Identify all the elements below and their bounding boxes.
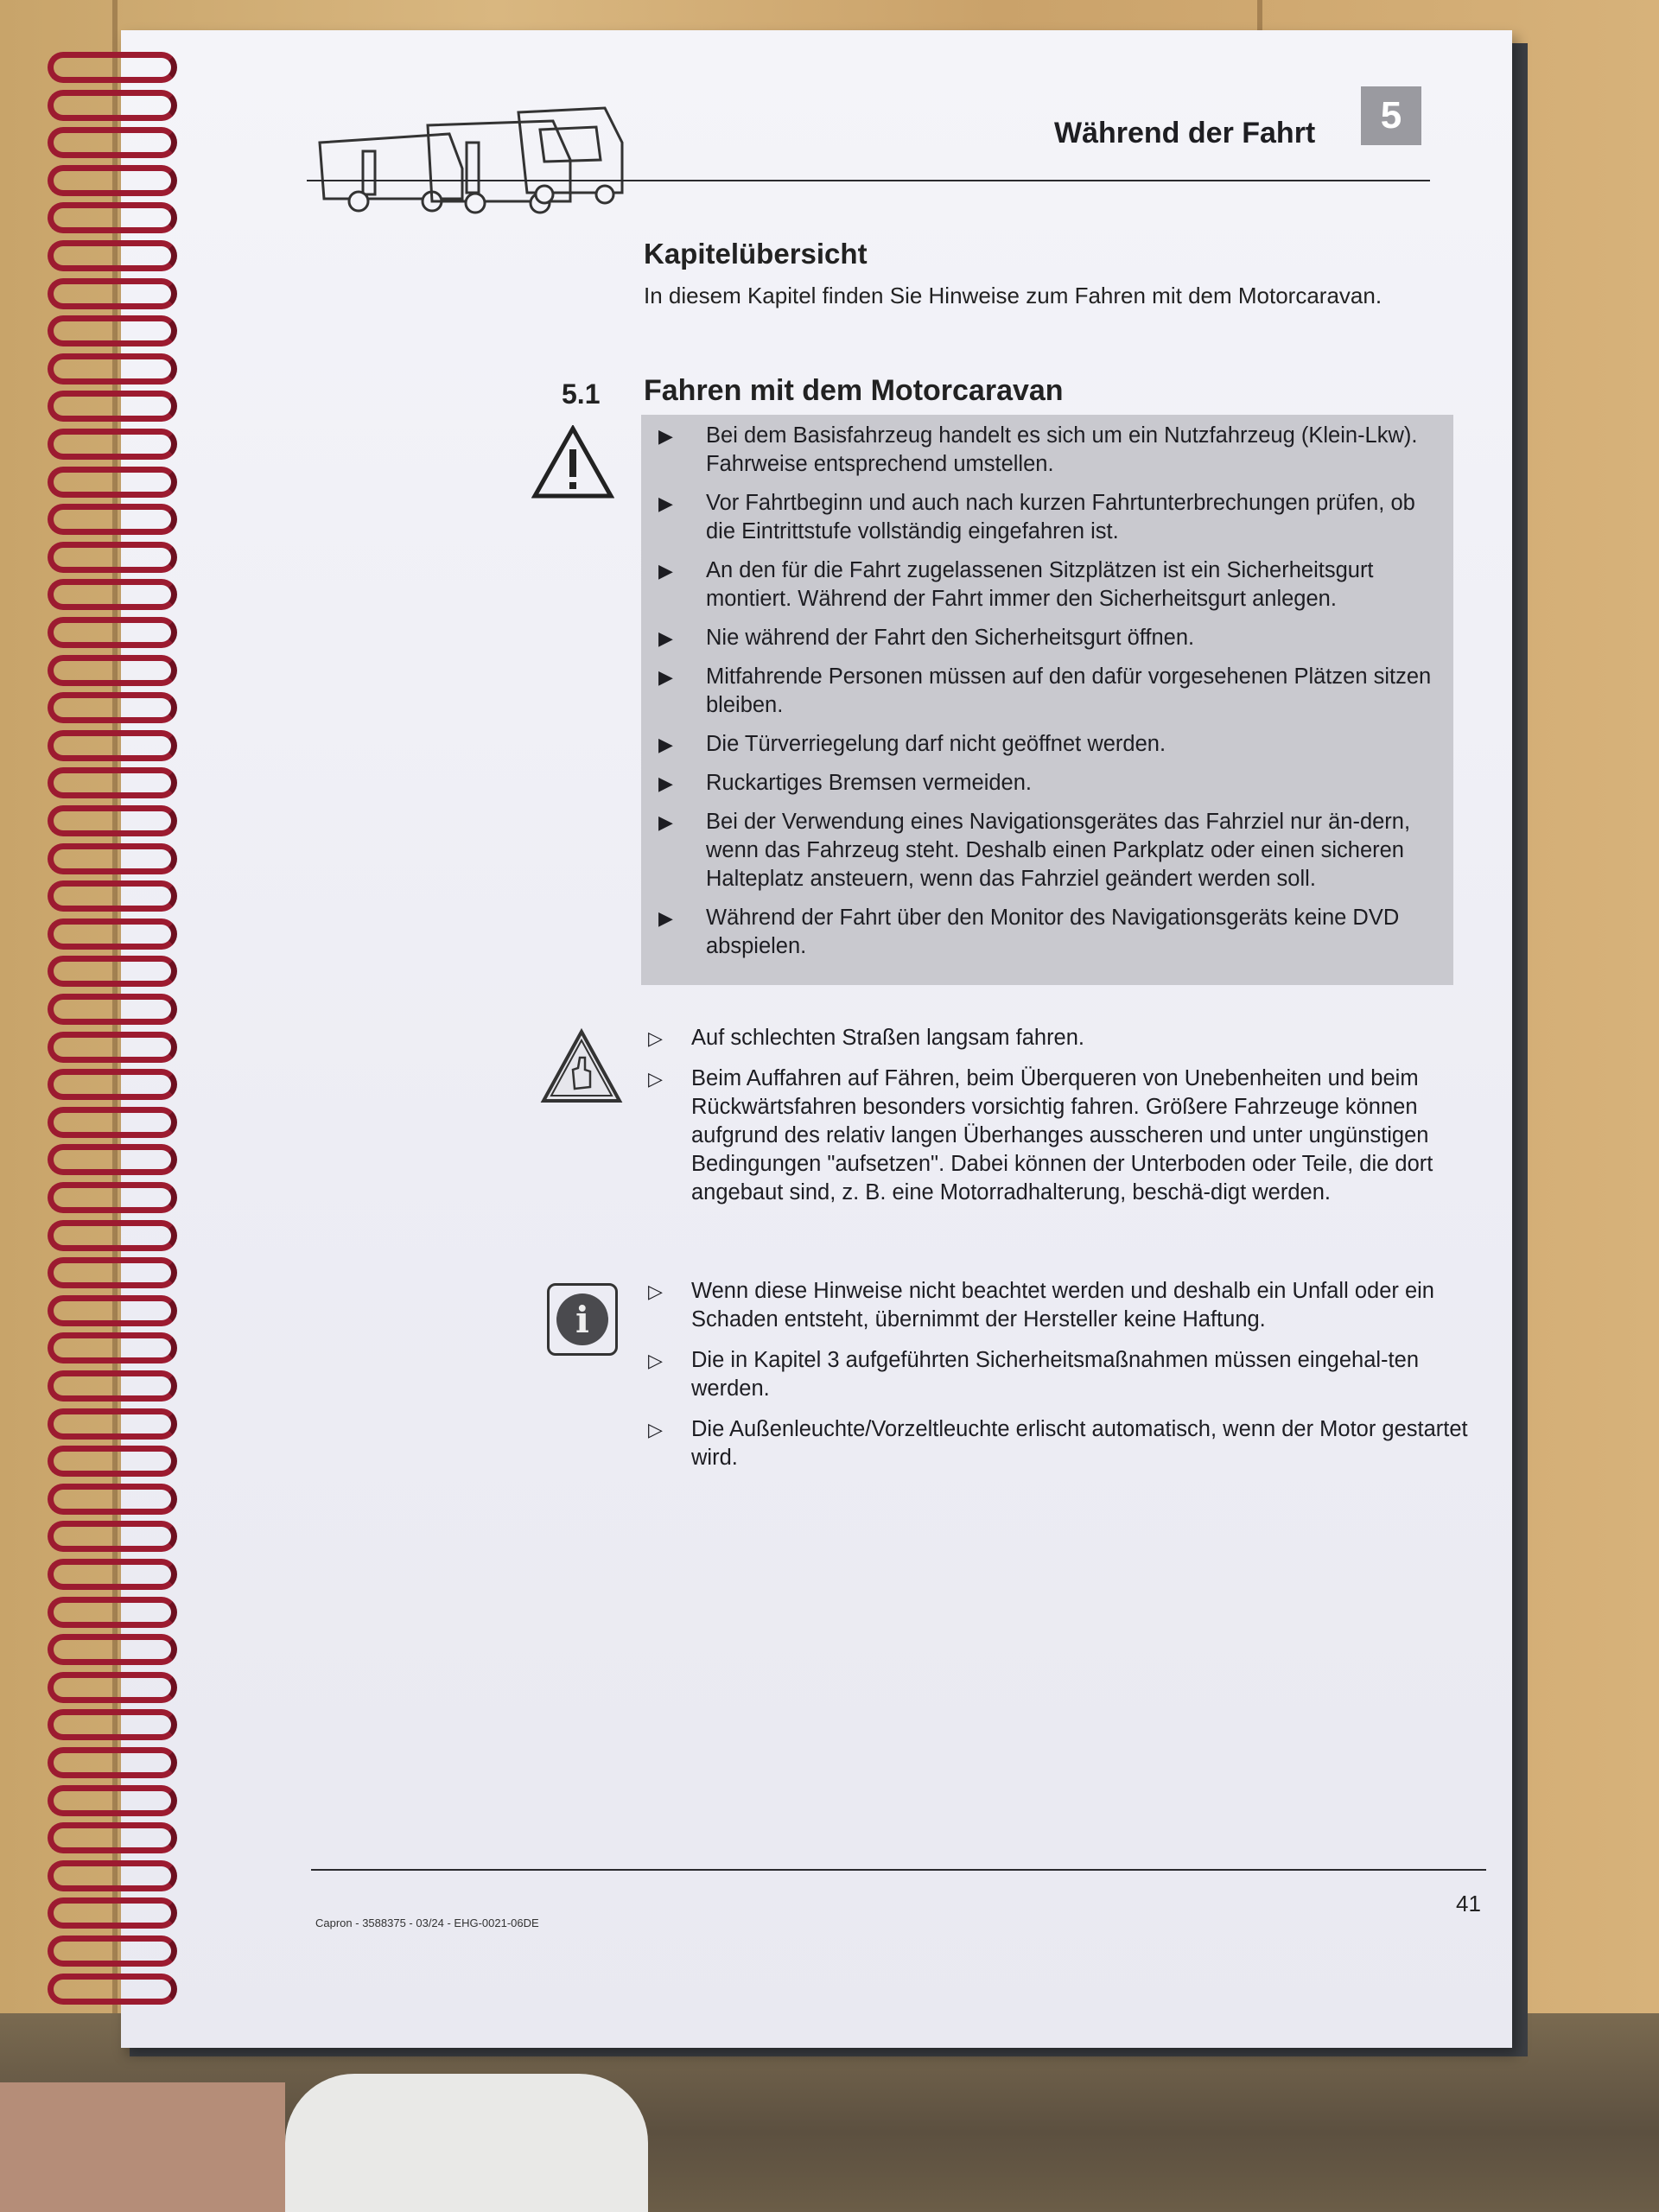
list-item (648, 1065, 1469, 1207)
list-item-text: Die Außenleuchte/Vorzeltleuchte erlischt automatisch, wenn der Motor gestartet wird. (691, 1417, 1468, 1470)
spiral-ring (48, 730, 177, 761)
spiral-ring (48, 1785, 177, 1816)
spiral-ring (48, 805, 177, 836)
spiral-ring (48, 1672, 177, 1703)
list-item-text: Die in Kapitel 3 aufgeführten Sicherheitsmaßnahmen müssen eingehal-ten werden. (691, 1348, 1419, 1401)
outline-arrow-icon: ▷ (648, 1419, 663, 1440)
spiral-ring (48, 956, 177, 987)
list-item (658, 624, 1436, 652)
filled-arrow-icon: ▶ (658, 560, 673, 582)
list-item-text: Die Türverriegelung darf nicht geöffnet werden. (706, 732, 1166, 756)
spiral-ring (48, 1220, 177, 1251)
header-rule (307, 180, 1430, 181)
list-item (658, 489, 1436, 546)
spiral-ring (48, 467, 177, 498)
leg (0, 2082, 285, 2212)
list-item (648, 1415, 1469, 1472)
filled-arrow-icon: ▶ (658, 811, 673, 833)
spiral-ring (48, 429, 177, 460)
spiral-ring (48, 1144, 177, 1175)
list-item (658, 730, 1436, 759)
info-list (648, 1277, 1469, 1484)
spiral-ring (48, 1257, 177, 1288)
spiral-ring (48, 1974, 177, 2005)
caution-list (648, 1024, 1469, 1219)
spiral-ring (48, 1182, 177, 1213)
spiral-binding (48, 52, 177, 2013)
list-item-text: Bei dem Basisfahrzeug handelt es sich um ein Nutzfahrzeug (Klein-Lkw). Fahrweise entsprechend umstellen. (706, 423, 1418, 476)
section-number: 5.1 (562, 378, 601, 410)
spiral-ring (48, 1597, 177, 1628)
spiral-ring (48, 843, 177, 874)
spiral-ring (48, 1747, 177, 1778)
list-item-text: Wenn diese Hinweise nicht beachtet werden und deshalb ein Unfall oder ein Schaden entsteht, übernimmt der Hersteller keine Haftung. (691, 1279, 1434, 1332)
list-item (658, 769, 1436, 798)
footer-rule (311, 1869, 1486, 1871)
filled-arrow-icon: ▶ (658, 734, 673, 755)
spiral-ring (48, 127, 177, 158)
spiral-ring (48, 579, 177, 610)
spiral-ring (48, 1332, 177, 1363)
spiral-ring (48, 692, 177, 723)
spiral-ring (48, 1370, 177, 1402)
page-number: 41 (1456, 1891, 1481, 1916)
spiral-ring (48, 1897, 177, 1929)
spiral-ring (48, 1107, 177, 1138)
overview-text: In diesem Kapitel finden Sie Hinweise zum Fahren mit dem Motorcaravan. (644, 283, 1382, 308)
list-item-text: Nie während der Fahrt den Sicherheitsgurt öffnen. (706, 626, 1195, 650)
spiral-ring (48, 353, 177, 385)
outline-arrow-icon: ▷ (648, 1350, 663, 1371)
list-item-text: Ruckartiges Bremsen vermeiden. (706, 771, 1032, 795)
list-item (658, 808, 1436, 893)
spiral-ring (48, 1069, 177, 1100)
outline-arrow-icon: ▷ (648, 1068, 663, 1090)
filled-arrow-icon: ▶ (658, 425, 673, 447)
list-item (648, 1024, 1469, 1052)
outline-arrow-icon: ▷ (648, 1027, 663, 1049)
motorhome-illustration (311, 91, 743, 220)
chapter-number-badge: 5 (1361, 86, 1421, 145)
overview-heading: Kapitelübersicht (644, 238, 868, 270)
shoe (285, 2074, 648, 2212)
spiral-ring (48, 1559, 177, 1590)
spiral-ring (48, 1936, 177, 1967)
list-item-text: An den für die Fahrt zugelassenen Sitzplätzen ist ein Sicherheitsgurt montiert. Während der Fahrt immer den Sicherheitsgurt anlegen. (706, 558, 1374, 611)
list-item-text: Während der Fahrt über den Monitor des Navigationsgeräts keine DVD abspielen. (706, 906, 1400, 958)
filled-arrow-icon: ▶ (658, 666, 673, 688)
spiral-ring (48, 1484, 177, 1515)
spiral-ring (48, 918, 177, 950)
spiral-ring (48, 1822, 177, 1853)
list-item (658, 904, 1436, 961)
list-item-text: Bei der Verwendung eines Navigationsgerätes das Fahrziel nur än-dern, wenn das Fahrzeug steht. Deshalb einen Parkplatz oder einen sicheren Halteplatz ansteuern, wenn das Fahrziel geändert werden soll. (706, 810, 1411, 891)
spiral-ring (48, 165, 177, 196)
filled-arrow-icon: ▶ (658, 493, 673, 514)
spiral-ring (48, 542, 177, 573)
list-item-text: Beim Auffahren auf Fähren, beim Überqueren von Unebenheiten und beim Rückwärtsfahren besonders vorsichtig fahren. Größere Fahrzeuge können aufgrund des relativ langen Überhanges ausscheren und unter ungünstigen Bedingungen "aufsetzen". Dabei können der Unterboden oder Teile, die dort angebaut sind, z. B. eine Motorradhalterung, beschä-digt werden. (691, 1066, 1433, 1205)
spiral-ring (48, 90, 177, 121)
spiral-ring (48, 1860, 177, 1891)
spiral-ring (48, 315, 177, 346)
spiral-ring (48, 767, 177, 798)
spiral-ring (48, 655, 177, 686)
spiral-ring (48, 1634, 177, 1665)
info-icon (547, 1283, 618, 1356)
warning-triangle-icon (531, 425, 614, 499)
filled-arrow-icon: ▶ (658, 772, 673, 794)
spiral-ring (48, 1295, 177, 1326)
list-item (658, 556, 1436, 613)
spiral-ring (48, 1709, 177, 1740)
list-item (658, 663, 1436, 720)
list-item (658, 422, 1436, 479)
list-item-text: Vor Fahrtbeginn und auch nach kurzen Fahrtunterbrechungen prüfen, ob die Eintrittstufe vollständig eingefahren ist. (706, 491, 1415, 543)
list-item-text: Mitfahrende Personen müssen auf den dafür vorgesehenen Plätzen sitzen bleiben. (706, 664, 1432, 717)
list-item (648, 1277, 1469, 1334)
warning-box (641, 415, 1453, 985)
list-item-text: Auf schlechten Straßen langsam fahren. (691, 1026, 1085, 1050)
spiral-ring (48, 240, 177, 271)
document-code: Capron - 3588375 - 03/24 - EHG-0021-06DE (315, 1916, 539, 1929)
spiral-ring (48, 617, 177, 648)
info-dot: i (556, 1294, 608, 1345)
spiral-ring (48, 504, 177, 535)
filled-arrow-icon: ▶ (658, 907, 673, 929)
section-title: Fahren mit dem Motorcaravan (644, 374, 1064, 407)
spiral-ring (48, 278, 177, 309)
outline-arrow-icon: ▷ (648, 1281, 663, 1302)
filled-arrow-icon: ▶ (658, 627, 673, 649)
spiral-ring (48, 880, 177, 912)
spiral-ring (48, 1446, 177, 1477)
spiral-ring (48, 52, 177, 83)
spiral-ring (48, 202, 177, 233)
spiral-ring (48, 994, 177, 1025)
list-item (648, 1346, 1469, 1403)
spiral-ring (48, 1408, 177, 1440)
chapter-title: Während der Fahrt (1054, 117, 1316, 149)
hand-hint-triangle-icon (540, 1028, 623, 1104)
spiral-ring (48, 391, 177, 422)
spiral-ring (48, 1032, 177, 1063)
spiral-ring (48, 1521, 177, 1552)
